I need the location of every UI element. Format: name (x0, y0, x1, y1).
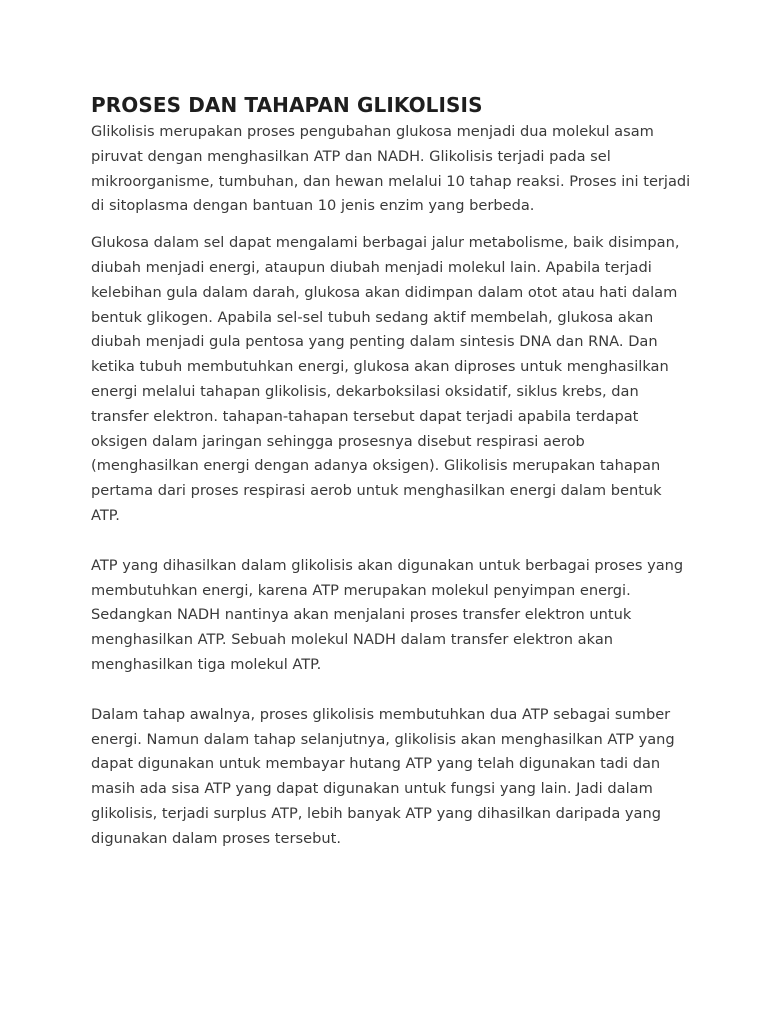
paragraph-atp-surplus: Dalam tahap awalnya, proses glikolisis membutuhkan dua ATP sebagai sumber energi. Namun dalam tahap selanjutnya, glikolisis akan menghasilkan ATP yang dapat digunakan untuk membayar hutang ATP yang telah digunakan tadi dan masih ada sisa ATP yang dapat digunakan untuk fungsi yang lain. Jadi dalam glikolisis, terjadi surplus ATP, lebih banyak ATP yang dihasilkan daripada yang digunakan dalam proses tersebut. (91, 705, 675, 847)
paragraph-atp-nadh: ATP yang dihasilkan dalam glikolisis akan digunakan untuk berbagai proses yang membutuhkan energi, karena ATP merupakan molekul penyimpan energi. Sedangkan NADH nantinya akan menjalani proses transfer elektron untuk menghasilkan ATP. Sebuah molekul NADH dalam transfer elektron akan menghasilkan tiga molekul ATP. (91, 556, 684, 673)
paragraph-glikolisis-definition: Glikolisis merupakan proses pengubahan glukosa menjadi dua molekul asam piruvat dengan menghasilkan ATP dan NADH. Glikolisis terjadi pada sel mikroorganisme, tumbuhan, dan hewan melalui 10 tahap reaksi. Proses ini terjadi di sitoplasma dengan bantuan 10 jenis enzim yang berbeda. (91, 123, 691, 215)
paragraph-glucose-metabolism: Glukosa dalam sel dapat mengalami berbagai jalur metabolisme, baik disimpan, diubah menjadi energi, ataupun diubah menjadi molekul lain. Apabila terjadi kelebihan gula dalam darah, glukosa akan didimpan dalam otot atau hati dalam bentuk glikogen. Apabila sel-sel tubuh sedang aktif membelah, glukosa akan diubah menjadi gula pentosa yang penting dalam sintesis DNA dan RNA. Dan ketika tubuh membutuhkan energi, glukosa akan diproses untuk menghasilkan energi melalui tahapan glikolisis, dekarboksilasi oksidatif, siklus krebs, dan transfer elektron. tahapan-tahapan tersebut dapat terjadi apabila terdapat oksigen dalam jaringan sehingga prosesnya disebut respirasi aerob (menghasilkan energi dengan adanya oksigen). Glikolisis merupakan tahapan pertama dari proses respirasi aerob untuk menghasilkan energi dalam bentuk ATP. (91, 234, 680, 524)
document-title: PROSES DAN TAHAPAN GLIKOLISIS (91, 93, 483, 117)
document-page (91, 92, 691, 852)
